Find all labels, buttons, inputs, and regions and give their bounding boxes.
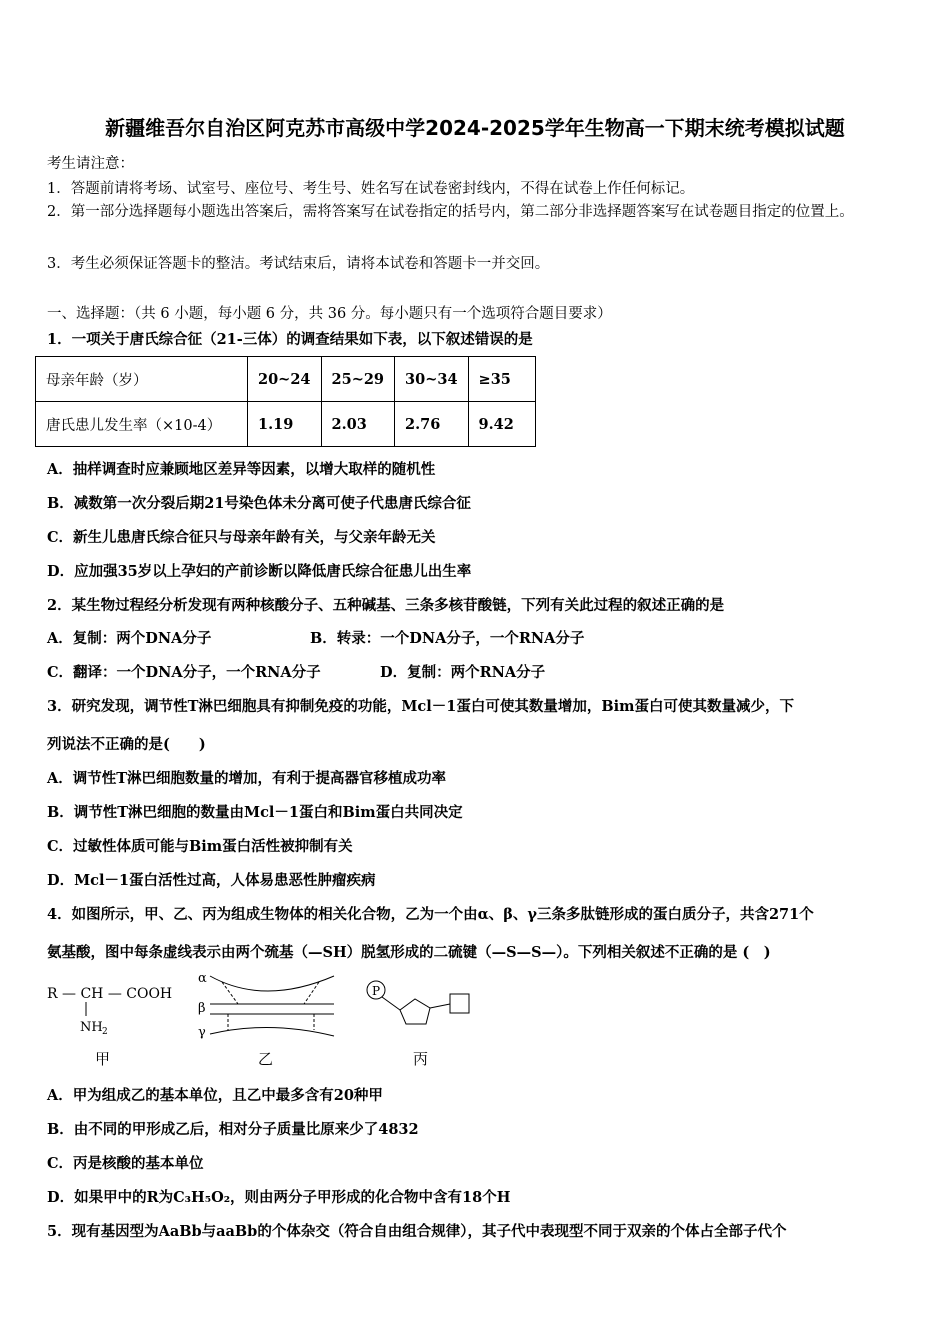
page-title: 新疆维吾尔自治区阿克苏市高级中学2024-2025学年生物高一下期末统考模拟试题 <box>105 116 845 140</box>
table-cell: 1.19 <box>248 402 322 447</box>
q3-option-d: D．Mcl－1蛋白活性过高，人体易患恶性肿瘤疾病 <box>47 872 376 889</box>
table-cell: 20~24 <box>248 357 322 402</box>
table-row <box>36 357 536 402</box>
q3-stem: 3．研究发现，调节性T淋巴细胞具有抑制免疫的功能，Mcl－1蛋白可使其数量增加，Bim蛋白可使其数量减少，下 <box>47 698 794 715</box>
q4-stem: 4．如图所示，甲、乙、丙为组成生物体的相关化合物，乙为一个由α、β、γ三条多肽链形成的蛋白质分子，共含271个 <box>47 906 814 923</box>
table-cell: ≥35 <box>468 357 535 402</box>
q1-option-b: B．减数第一次分裂后期21号染色体未分离可使子代患唐氏综合征 <box>47 495 471 512</box>
q4-option-d: D．如果甲中的R为C₃H₅O₂，则由两分子甲形成的化合物中含有18个H <box>47 1189 511 1206</box>
q4-stem-cont: 氨基酸，图中每条虚线表示由两个巯基（—SH）脱氢形成的二硫键（—S—S—）。下列相关叙述不正确的是 ( ) <box>47 944 771 961</box>
q4-option-c: C．丙是核酸的基本单位 <box>47 1155 204 1172</box>
table-cell: 唐氏患儿发生率（×10-4） <box>36 402 248 447</box>
table-cell: 2.76 <box>395 402 469 447</box>
q1-table <box>35 356 536 447</box>
figure-nucleotide <box>360 968 475 1042</box>
q3-option-b: B．调节性T淋巴细胞的数量由Mcl－1蛋白和Bim蛋白共同决定 <box>47 804 463 821</box>
amino-group-subscript: 2 <box>102 1027 108 1037</box>
beta-label: β <box>198 1001 206 1016</box>
q2-stem: 2．某生物过程经分析发现有两种核酸分子、五种碱基、三条多核苷酸链，下列有关此过程的叙述正确的是 <box>47 597 725 614</box>
q2-option-b: B．转录：一个DNA分子，一个RNA分子 <box>310 630 585 647</box>
q3-option-a: A．调节性T淋巴细胞数量的增加，有利于提高器官移植成功率 <box>47 770 447 787</box>
section-heading: 一、选择题：（共 6 小题，每小题 6 分，共 36 分。每小题只有一个选项符合题目要求） <box>47 306 612 322</box>
q1-option-d: D．应加强35岁以上孕妇的产前诊断以降低唐氏综合征患儿出生率 <box>47 563 472 580</box>
amino-acid-formula: R — CH — COOH <box>47 986 172 1002</box>
figure-protein <box>194 968 344 1047</box>
caption-bing: 丙 <box>413 1050 429 1068</box>
phosphate-label: P <box>371 984 381 998</box>
table-cell: 9.42 <box>468 402 535 447</box>
caption-yi: 乙 <box>258 1050 274 1068</box>
notice-heading: 考生请注意： <box>47 156 134 172</box>
notice-item: 1．答题前请将考场、试室号、座位号、考生号、姓名写在试卷密封线内，不得在试卷上作任何标记。 <box>47 181 695 197</box>
notice-item: 3．考生必须保证答题卡的整洁。考试结束后，请将本试卷和答题卡一并交回。 <box>47 256 550 272</box>
q3-option-c: C．过敏性体质可能与Bim蛋白活性被抑制有关 <box>47 838 353 855</box>
notice-item: 2．第一部分选择题每小题选出答案后，需将答案写在试卷指定的括号内，第二部分非选择题答案写在试卷题目指定的位置上。 <box>47 204 854 220</box>
q4-option-b: B．由不同的甲形成乙后，相对分子质量比原来少了4832 <box>47 1121 419 1138</box>
q5-stem: 5．现有基因型为AaBb与aaBb的个体杂交（符合自由组合规律），其子代中表现型不同于双亲的个体占全部子代个 <box>47 1223 787 1240</box>
q2-option-c: C．翻译：一个DNA分子，一个RNA分子 <box>47 664 321 681</box>
table-cell: 25~29 <box>321 357 395 402</box>
table-row <box>36 402 536 447</box>
gamma-label: γ <box>198 1025 206 1040</box>
q1-option-a: A．抽样调查时应兼顾地区差异等因素，以增大取样的随机性 <box>47 461 436 478</box>
amino-group: NH <box>80 1020 103 1035</box>
q1-stem: 1．一项关于唐氏综合征（21-三体）的调查结果如下表，以下叙述错误的是 <box>47 331 533 348</box>
table-cell: 30~34 <box>395 357 469 402</box>
table-cell: 母亲年龄（岁） <box>36 357 248 402</box>
figure-amino-acid <box>47 968 172 1042</box>
caption-jia: 甲 <box>95 1050 111 1068</box>
table-cell: 2.03 <box>321 402 395 447</box>
q3-stem-cont: 列说法不正确的是( ) <box>47 736 206 753</box>
q4-option-a: A．甲为组成乙的基本单位，且乙中最多含有20种甲 <box>47 1087 383 1104</box>
alpha-label: α <box>198 971 207 986</box>
q2-option-a: A．复制：两个DNA分子 <box>47 630 212 647</box>
q1-option-c: C．新生儿患唐氏综合征只与母亲年龄有关，与父亲年龄无关 <box>47 529 436 546</box>
q2-option-d: D．复制：两个RNA分子 <box>380 664 546 681</box>
